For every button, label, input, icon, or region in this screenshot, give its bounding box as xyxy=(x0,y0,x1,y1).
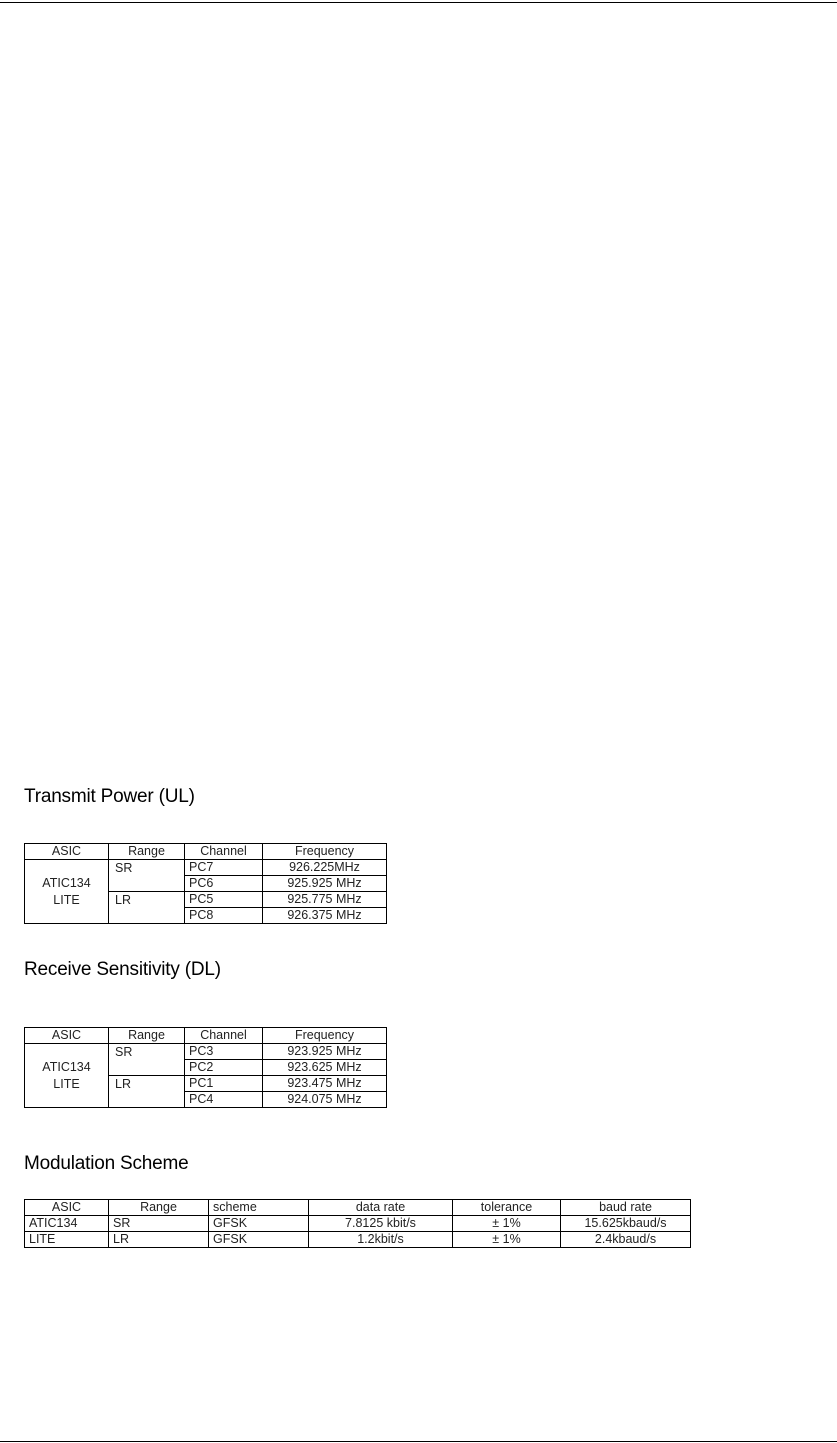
scheme-cell: GFSK xyxy=(209,1216,309,1232)
table-row xyxy=(25,1216,691,1232)
column-header-range: Range xyxy=(109,1200,209,1216)
receive-sensitivity-table xyxy=(24,1027,387,1108)
channel-cell: PC8 xyxy=(185,908,263,924)
baud-rate-cell: 2.4kbaud/s xyxy=(561,1232,691,1248)
range-cell: LR xyxy=(109,892,185,924)
frequency-cell: 925.925 MHz xyxy=(263,876,387,892)
baud-rate-cell: 15.625kbaud/s xyxy=(561,1216,691,1232)
modulation-scheme-heading: Modulation Scheme xyxy=(24,1153,189,1174)
top-rule xyxy=(0,2,837,3)
column-header-frequency: Frequency xyxy=(263,1028,387,1044)
frequency-cell: 926.375 MHz xyxy=(263,908,387,924)
table-row xyxy=(25,860,387,876)
asic-name: ATIC134 xyxy=(42,1059,91,1074)
table-row xyxy=(25,1044,387,1060)
asic-cell xyxy=(25,860,109,924)
frequency-cell: 925.775 MHz xyxy=(263,892,387,908)
channel-cell: PC5 xyxy=(185,892,263,908)
column-header-asic: ASIC xyxy=(25,1200,109,1216)
receive-sensitivity-heading: Receive Sensitivity (DL) xyxy=(24,959,221,980)
data-rate-cell: 1.2kbit/s xyxy=(309,1232,453,1248)
channel-cell: PC3 xyxy=(185,1044,263,1060)
column-header-baud-rate: baud rate xyxy=(561,1200,691,1216)
column-header-data-rate: data rate xyxy=(309,1200,453,1216)
transmit-power-heading: Transmit Power (UL) xyxy=(24,786,195,807)
range-cell: SR xyxy=(109,1044,185,1076)
asic-cell xyxy=(25,1044,109,1108)
frequency-cell: 923.625 MHz xyxy=(263,1060,387,1076)
channel-cell: PC4 xyxy=(185,1092,263,1108)
table-header-row xyxy=(25,1200,691,1216)
column-header-asic: ASIC xyxy=(25,1028,109,1044)
frequency-cell: 924.075 MHz xyxy=(263,1092,387,1108)
bottom-rule xyxy=(0,1441,837,1442)
column-header-channel: Channel xyxy=(185,1028,263,1044)
channel-cell: PC1 xyxy=(185,1076,263,1092)
frequency-cell: 926.225MHz xyxy=(263,860,387,876)
column-header-channel: Channel xyxy=(185,844,263,860)
channel-cell: PC2 xyxy=(185,1060,263,1076)
asic-cell: ATIC134 xyxy=(25,1216,109,1232)
table-row xyxy=(25,1232,691,1248)
column-header-tolerance: tolerance xyxy=(453,1200,561,1216)
table-header-row xyxy=(25,1028,387,1044)
asic-cell: LITE xyxy=(25,1232,109,1248)
range-cell: SR xyxy=(109,860,185,892)
column-header-range: Range xyxy=(109,1028,185,1044)
column-header-range: Range xyxy=(109,844,185,860)
frequency-cell: 923.475 MHz xyxy=(263,1076,387,1092)
table-header-row xyxy=(25,844,387,860)
range-cell: SR xyxy=(109,1216,209,1232)
range-cell: LR xyxy=(109,1232,209,1248)
channel-cell: PC6 xyxy=(185,876,263,892)
transmit-power-table xyxy=(24,843,387,924)
modulation-scheme-table xyxy=(24,1199,691,1248)
column-header-frequency: Frequency xyxy=(263,844,387,860)
column-header-asic: ASIC xyxy=(25,844,109,860)
data-rate-cell: 7.8125 kbit/s xyxy=(309,1216,453,1232)
range-cell: LR xyxy=(109,1076,185,1108)
column-header-scheme: scheme xyxy=(209,1200,309,1216)
tolerance-cell: ± 1% xyxy=(453,1232,561,1248)
frequency-cell: 923.925 MHz xyxy=(263,1044,387,1060)
tolerance-cell: ± 1% xyxy=(453,1216,561,1232)
asic-variant: LITE xyxy=(53,1076,80,1091)
scheme-cell: GFSK xyxy=(209,1232,309,1248)
asic-variant: LITE xyxy=(53,892,80,907)
channel-cell: PC7 xyxy=(185,860,263,876)
asic-name: ATIC134 xyxy=(42,875,91,890)
